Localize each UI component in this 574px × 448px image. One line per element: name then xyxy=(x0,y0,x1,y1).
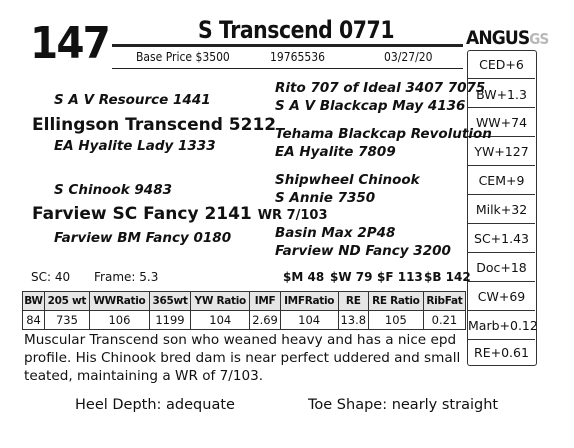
logo-suffix: GS xyxy=(529,30,549,48)
index-feedlot: $F 113 xyxy=(377,270,423,284)
subheader-divider xyxy=(112,68,463,69)
lot-number: 147 xyxy=(30,18,109,69)
dam: Farview SC Fancy 2141 xyxy=(32,204,252,224)
scrotal-circumference: SC: 40 xyxy=(31,270,71,284)
value-cell: 735 xyxy=(45,311,90,330)
sire-sire-dam: S A V Blackcap May 4136 xyxy=(275,98,466,114)
header-cell: WWRatio xyxy=(89,292,149,311)
value-cell: 104 xyxy=(280,311,338,330)
epd-re: RE+0.61 xyxy=(474,345,529,360)
epd-column xyxy=(467,50,537,366)
dam-dam-dam: Farview ND Fancy 3200 xyxy=(275,243,451,259)
header-cell: RE Ratio xyxy=(368,292,423,311)
angus-gs-logo xyxy=(466,27,548,49)
toe-shape: Toe Shape: nearly straight xyxy=(308,397,499,413)
epd-sc: SC+1.43 xyxy=(468,224,535,253)
header-cell: RibFat xyxy=(423,292,465,311)
value-cell: 1199 xyxy=(150,311,191,330)
epd-yw: YW+127 xyxy=(468,137,535,166)
sire-dam: EA Hyalite Lady 1333 xyxy=(54,138,216,154)
value-cell: 84 xyxy=(23,311,45,330)
value-cell: 0.21 xyxy=(423,311,465,330)
epd-doc: Doc+18 xyxy=(468,253,535,282)
logo-text: ANGUS xyxy=(466,27,530,49)
sire-sire: S A V Resource 1441 xyxy=(54,92,211,108)
epd-bw: BW+1.3 xyxy=(468,79,535,108)
header-cell: 205 wt xyxy=(45,292,90,311)
dam-dam-sire: Basin Max 2P48 xyxy=(275,225,396,241)
performance-table xyxy=(22,291,466,330)
sire-sire-sire: Rito 707 of Ideal 3407 7075 xyxy=(275,80,486,96)
value-cell: 104 xyxy=(191,311,250,330)
dam-sire: S Chinook 9483 xyxy=(54,182,172,198)
dam-weaning-ratio: WR 7/103 xyxy=(257,208,328,223)
index-beef: $B 142 xyxy=(424,270,471,284)
value-cell: 13.8 xyxy=(338,311,368,330)
sire-dam-sire: Tehama Blackcap Revolution xyxy=(275,126,492,142)
header-cell: BW xyxy=(23,292,45,311)
header-cell: IMFRatio xyxy=(280,292,338,311)
value-cell: 105 xyxy=(368,311,423,330)
dam-sire-dam: S Annie 7350 xyxy=(275,190,376,206)
registration-number: 19765536 xyxy=(270,50,325,64)
epd-milk: Milk+32 xyxy=(468,195,535,224)
header-cell: 365wt xyxy=(150,292,191,311)
sire-dam-dam: EA Hyalite 7809 xyxy=(275,144,396,160)
value-cell: 2.69 xyxy=(250,311,280,330)
header-cell: YW Ratio xyxy=(191,292,250,311)
heel-depth: Heel Depth: adequate xyxy=(75,397,235,413)
sire: Ellingson Transcend 5212 xyxy=(32,115,277,135)
title-divider xyxy=(112,44,463,47)
index-maternal: $M 48 xyxy=(283,270,325,284)
animal-name: S Transcend 0771 xyxy=(198,16,395,44)
sale-comment: Muscular Transcend son who weaned heavy and has a nice epd profile. His Chinook bred dam is near perfect uddered and small teated, maintaining a WR of 7/103. xyxy=(24,332,461,384)
header-cell: IMF xyxy=(250,292,280,311)
epd-cw: CW+69 xyxy=(468,282,535,311)
performance-value-row xyxy=(23,311,466,330)
header-cell: RE xyxy=(338,292,368,311)
dam-sire-sire: Shipwheel Chinook xyxy=(275,172,420,188)
epd-ced: CED+6 xyxy=(468,51,535,79)
base-price: Base Price $3500 xyxy=(136,50,230,64)
epd-ww: WW+74 xyxy=(468,108,535,137)
frame-score: Frame: 5.3 xyxy=(94,270,159,284)
epd-cem: CEM+9 xyxy=(468,166,535,195)
epd-marb: Marb+0.12 xyxy=(468,311,535,340)
index-weaned-calf: $W 79 xyxy=(330,270,373,284)
dam-line xyxy=(32,204,328,224)
dam-dam: Farview BM Fancy 0180 xyxy=(54,230,232,246)
performance-header-row xyxy=(23,292,466,311)
birth-date: 03/27/20 xyxy=(384,50,433,64)
value-cell: 106 xyxy=(89,311,149,330)
